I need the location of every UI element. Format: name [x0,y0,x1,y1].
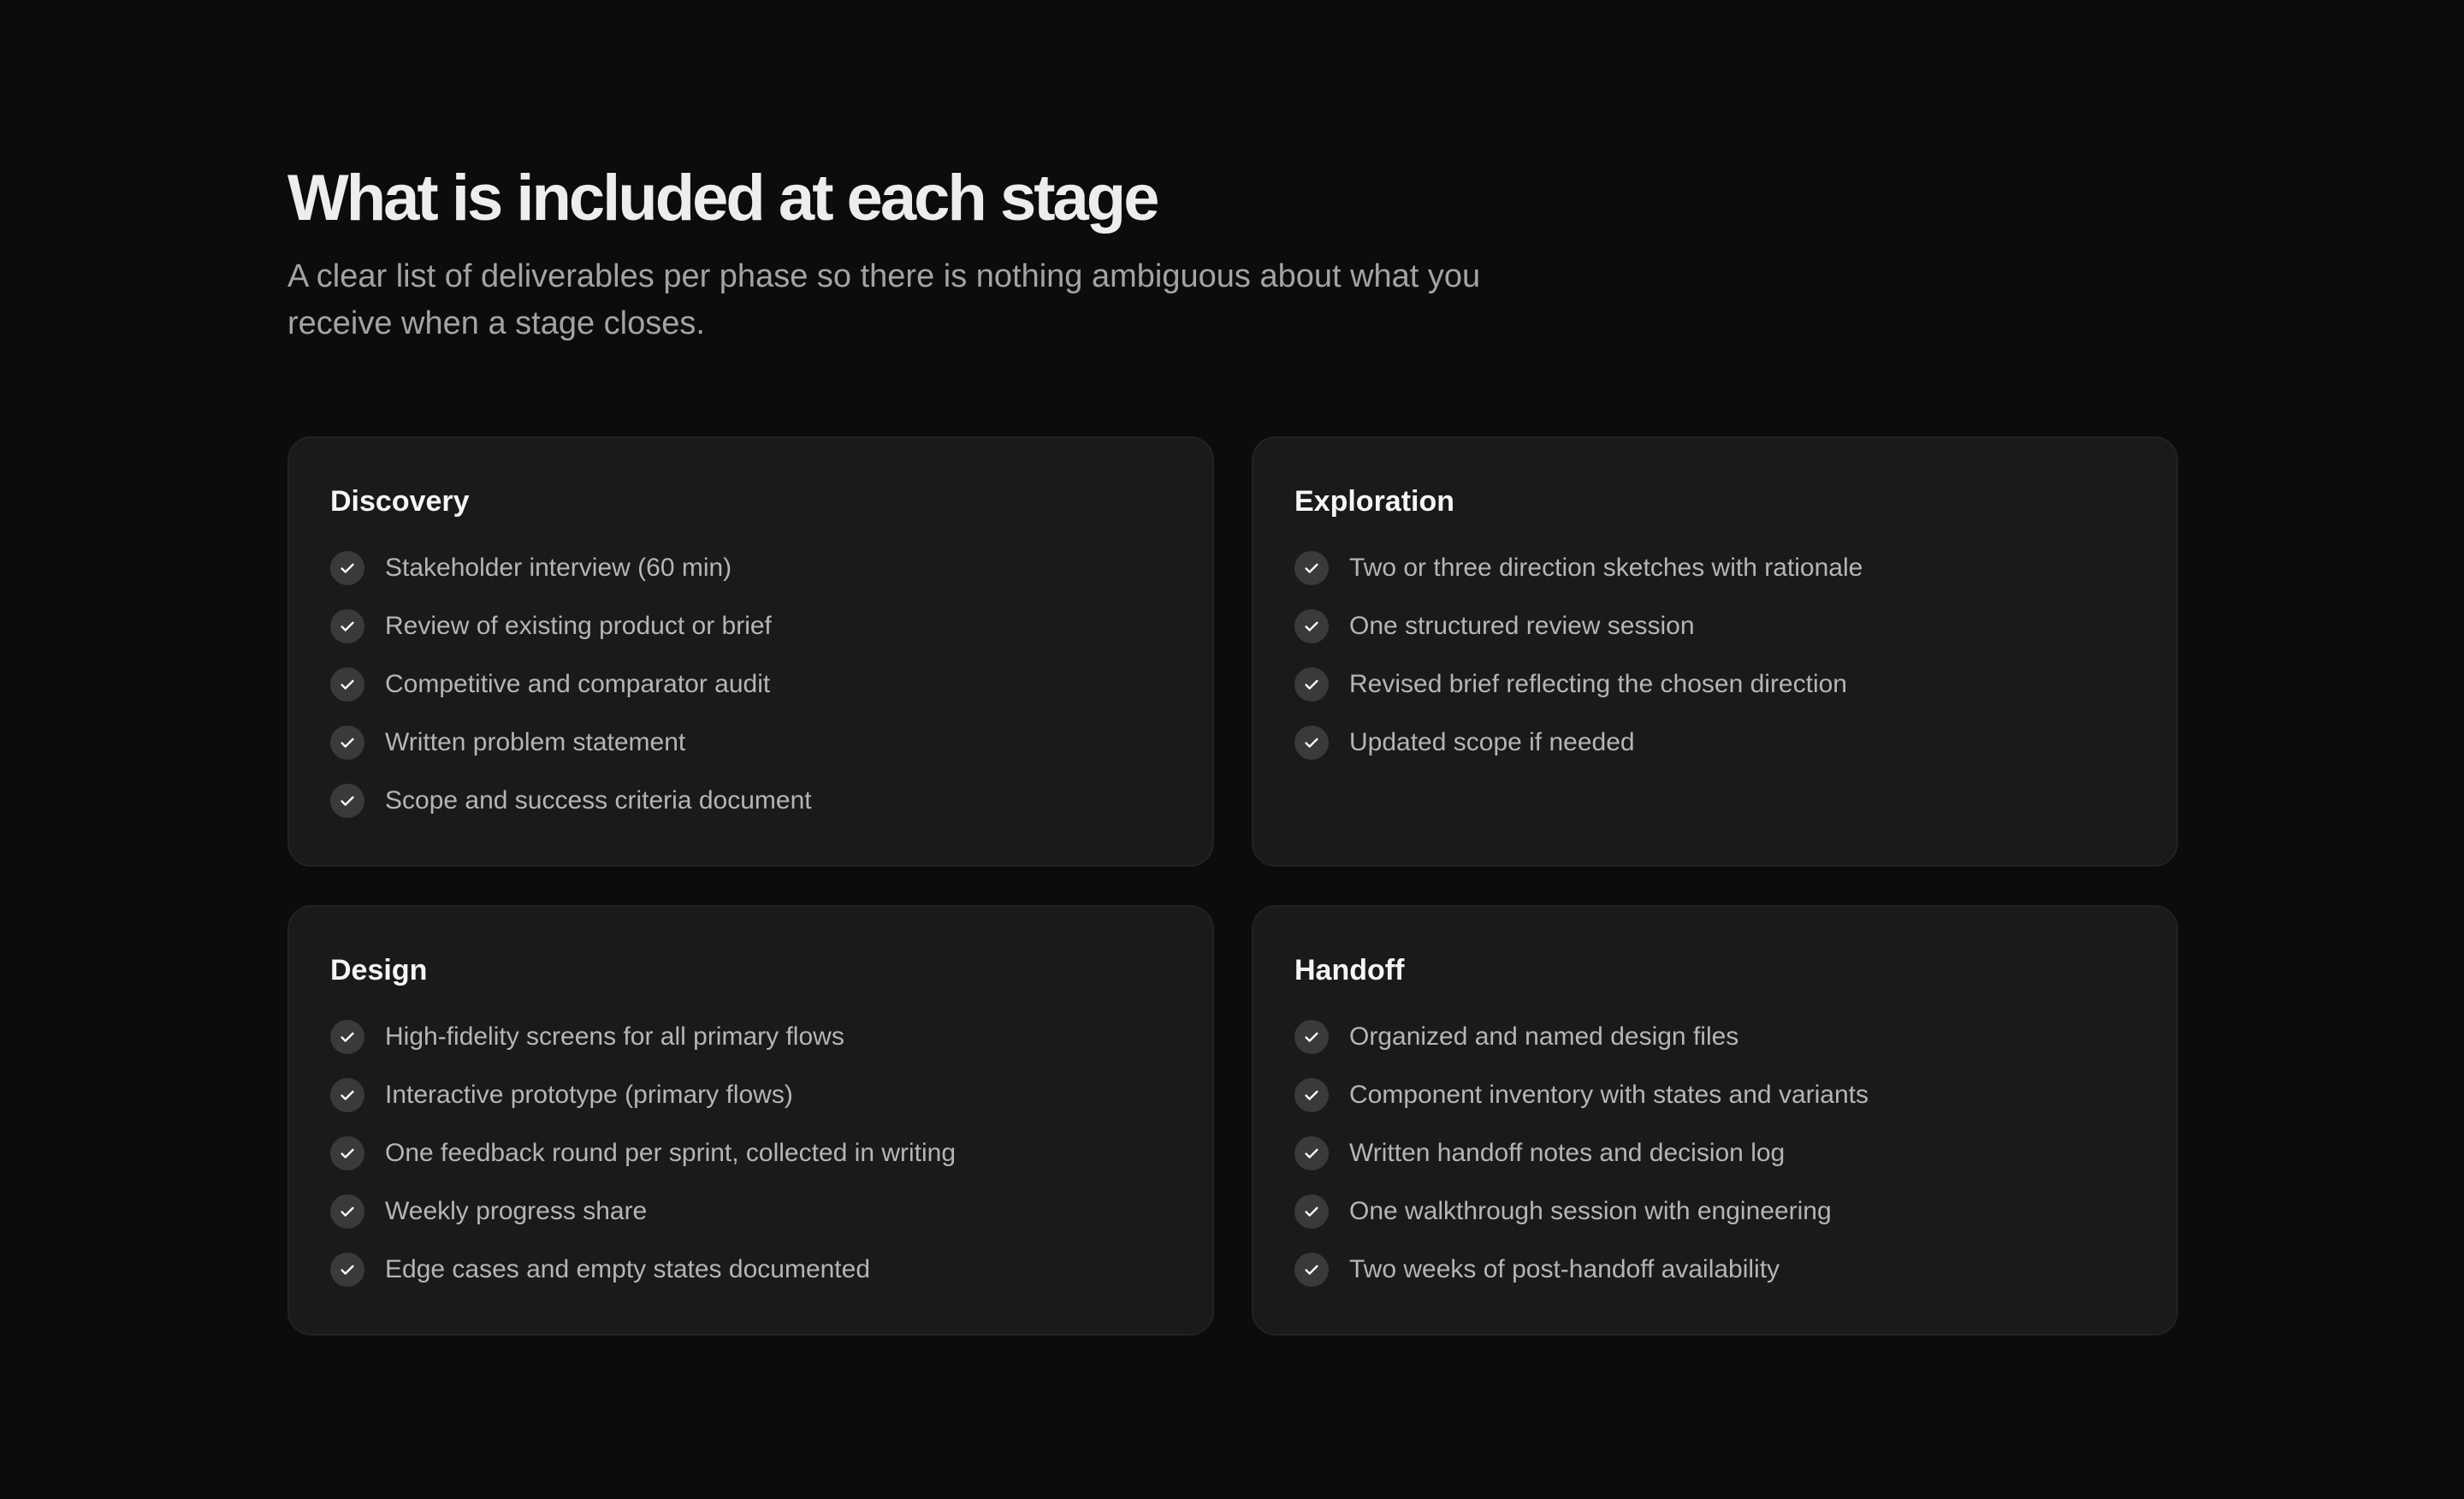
list-item-text: One feedback round per sprint, collected in writing [385,1139,957,1167]
list-item [1294,1020,2135,1054]
list-item [330,1136,1171,1170]
list-item-text: Updated scope if needed [1349,728,1635,756]
check-circle-icon [1294,609,1329,643]
check-circle-icon [330,726,364,760]
list-item [1294,609,2135,643]
check-circle-icon [330,1020,364,1054]
stage-title: Design [330,954,428,986]
stages-section [287,162,2178,1283]
list-item [1294,1194,2135,1229]
list-item [330,726,1171,760]
list-item-text: One structured review session [1349,612,1695,640]
stage-card-discovery [287,436,1214,867]
stage-card-design [287,905,1214,1336]
stage-card-exploration [1252,436,2178,867]
list-item-text: Edge cases and empty states documented [385,1255,871,1283]
check-circle-icon [1294,667,1329,702]
list-item [330,1194,1171,1229]
stage-card-handoff [1252,905,2178,1336]
list-item-text: Written problem statement [385,728,686,756]
list-item-text: Scope and success criteria document [385,786,812,815]
stages-grid [287,436,2178,1336]
list-item-text: Two or three direction sketches with rationale [1349,554,1863,582]
list-item [330,1020,1171,1054]
section-heading: What is included at each stage [287,162,1158,234]
list-item [1294,667,2135,702]
check-circle-icon [330,784,364,818]
list-item-text: Two weeks of post-handoff availability [1349,1255,1780,1283]
check-circle-icon [330,1194,364,1229]
deliverables-list [1294,551,2135,760]
check-circle-icon [1294,551,1329,585]
check-circle-icon [1294,726,1329,760]
list-item-text: Written handoff notes and decision log [1349,1139,1786,1167]
list-item [330,667,1171,702]
list-item-text: Stakeholder interview (60 min) [385,554,732,582]
check-circle-icon [330,1078,364,1112]
check-circle-icon [330,1253,364,1287]
stage-title: Discovery [330,485,470,518]
list-item [1294,1136,2135,1170]
list-item [330,551,1171,585]
list-item-text: Review of existing product or brief [385,612,772,640]
deliverables-list [330,551,1171,818]
list-item [1294,726,2135,760]
check-circle-icon [1294,1136,1329,1170]
list-item-text: Organized and named design files [1349,1022,1739,1051]
check-circle-icon [1294,1253,1329,1287]
deliverables-list [1294,1020,2135,1287]
check-circle-icon [1294,1194,1329,1229]
list-item-text: Component inventory with states and variants [1349,1081,1869,1109]
check-circle-icon [330,1136,364,1170]
list-item-text: Interactive prototype (primary flows) [385,1081,793,1109]
section-subheading: A clear list of deliverables per phase so there is nothing ambiguous about what you receive when a stage closes. [287,258,1481,341]
deliverables-list [330,1020,1171,1287]
list-item [330,784,1171,818]
stage-title: Exploration [1294,485,1455,518]
stage-title: Handoff [1294,954,1405,986]
list-item-text: Competitive and comparator audit [385,670,771,698]
list-item [1294,551,2135,585]
list-item-text: High-fidelity screens for all primary flows [385,1022,844,1051]
list-item [330,609,1171,643]
list-item [1294,1253,2135,1287]
check-circle-icon [330,609,364,643]
check-circle-icon [1294,1078,1329,1112]
check-circle-icon [330,551,364,585]
list-item [330,1253,1171,1287]
list-item-text: Weekly progress share [385,1197,648,1225]
list-item-text: One walkthrough session with engineering [1349,1197,1832,1225]
list-item [1294,1078,2135,1112]
check-circle-icon [330,667,364,702]
list-item [330,1078,1171,1112]
check-circle-icon [1294,1020,1329,1054]
list-item-text: Revised brief reflecting the chosen direction [1349,670,1847,698]
